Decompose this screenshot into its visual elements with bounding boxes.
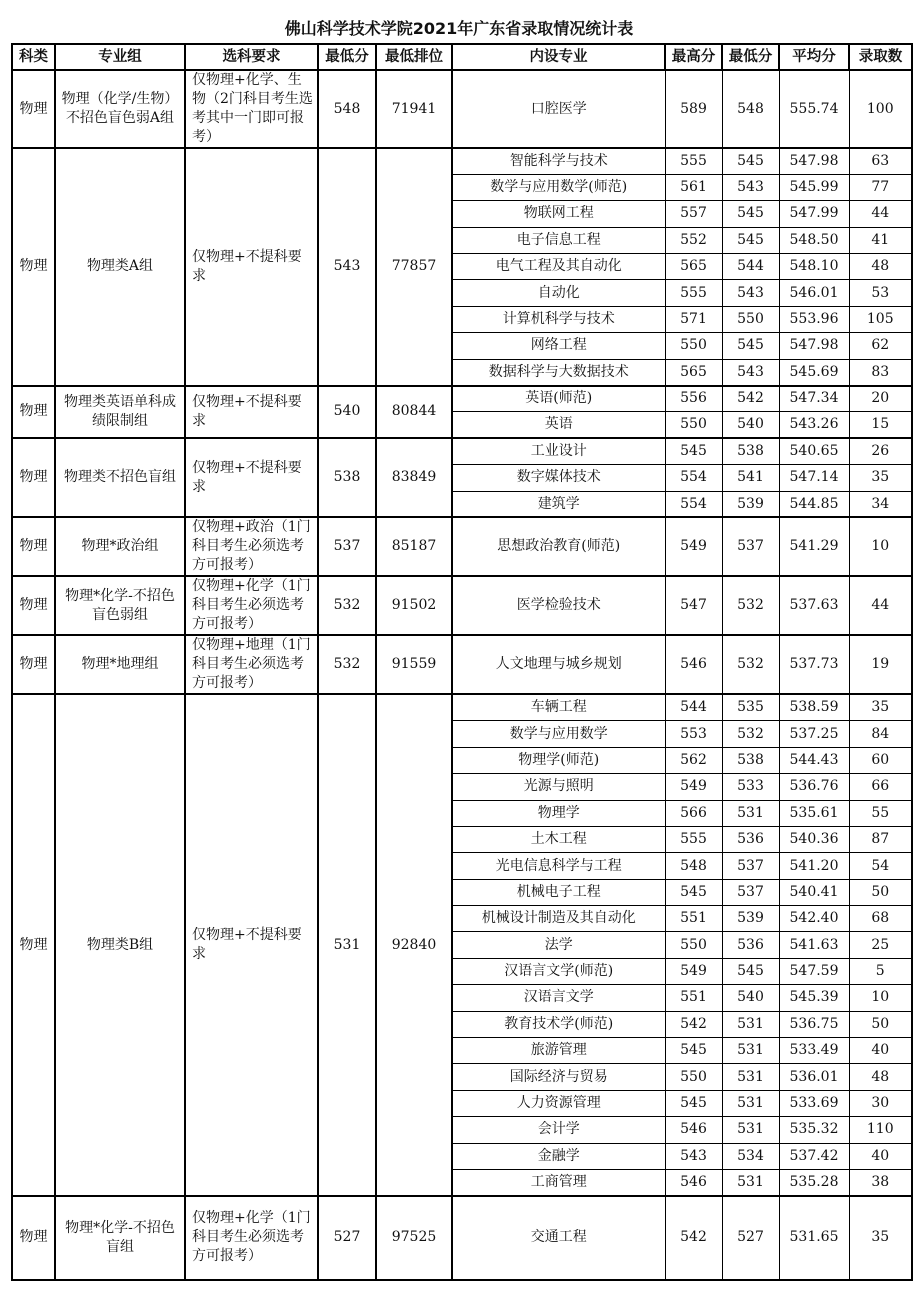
major-admit-count: 84	[849, 721, 912, 747]
major-avg-score: 533.69	[779, 1090, 849, 1116]
header-major: 内设专业	[452, 44, 665, 70]
major-name: 数学与应用数学	[452, 721, 665, 747]
major-admit-count: 110	[849, 1117, 912, 1143]
group-requirement: 仅物理+地理（1门科目考生必须选考方可报考）	[185, 635, 318, 694]
major-avg-score: 537.73	[779, 635, 849, 694]
major-admit-count: 63	[849, 148, 912, 174]
major-avg-score: 540.36	[779, 826, 849, 852]
header-row	[12, 44, 912, 70]
major-admit-count: 77	[849, 174, 912, 200]
major-min-score: 540	[722, 412, 779, 438]
group-requirement: 仅物理+化学（1门科目考生必须选考方可报考）	[185, 576, 318, 635]
group-category: 物理	[12, 386, 55, 439]
group-requirement: 仅物理+不提科要求	[185, 148, 318, 386]
major-min-score: 537	[722, 517, 779, 576]
major-max-score: 546	[665, 1170, 722, 1196]
major-name: 计算机科学与技术	[452, 306, 665, 332]
major-name: 数学与应用数学(师范)	[452, 174, 665, 200]
group-category: 物理	[12, 694, 55, 1195]
major-avg-score: 555.74	[779, 70, 849, 148]
group-category: 物理	[12, 635, 55, 694]
major-max-score: 546	[665, 635, 722, 694]
major-avg-score: 547.98	[779, 148, 849, 174]
table-row	[12, 576, 912, 635]
major-name: 物理学	[452, 800, 665, 826]
group-requirement: 仅物理+不提科要求	[185, 694, 318, 1195]
group-min-score: 532	[318, 635, 376, 694]
major-admit-count: 20	[849, 386, 912, 412]
major-name: 旅游管理	[452, 1038, 665, 1064]
group-requirement: 仅物理+不提科要求	[185, 386, 318, 439]
major-max-score: 547	[665, 576, 722, 635]
major-min-score: 538	[722, 438, 779, 464]
major-admit-count: 83	[849, 359, 912, 385]
header-group: 专业组	[55, 44, 185, 70]
major-min-score: 532	[722, 721, 779, 747]
major-admit-count: 100	[849, 70, 912, 148]
major-min-score: 534	[722, 1143, 779, 1169]
major-name: 口腔医学	[452, 70, 665, 148]
group-requirement: 仅物理+政治（1门科目考生必须选考方可报考）	[185, 517, 318, 576]
group-category: 物理	[12, 70, 55, 148]
major-max-score: 555	[665, 826, 722, 852]
major-avg-score: 541.20	[779, 853, 849, 879]
major-admit-count: 26	[849, 438, 912, 464]
major-max-score: 562	[665, 747, 722, 773]
major-name: 光电信息科学与工程	[452, 853, 665, 879]
major-max-score: 544	[665, 694, 722, 720]
major-max-score: 546	[665, 1117, 722, 1143]
major-min-score: 532	[722, 635, 779, 694]
group-min-rank: 97525	[376, 1196, 452, 1280]
group-name: 物理*政治组	[55, 517, 185, 576]
major-min-score: 550	[722, 306, 779, 332]
major-admit-count: 50	[849, 879, 912, 905]
major-max-score: 565	[665, 359, 722, 385]
major-max-score: 554	[665, 491, 722, 517]
major-avg-score: 540.41	[779, 879, 849, 905]
major-admit-count: 44	[849, 576, 912, 635]
group-min-score: 532	[318, 576, 376, 635]
group-name: 物理*地理组	[55, 635, 185, 694]
major-avg-score: 536.75	[779, 1011, 849, 1037]
major-admit-count: 66	[849, 774, 912, 800]
major-avg-score: 533.49	[779, 1038, 849, 1064]
major-min-score: 531	[722, 1038, 779, 1064]
major-name: 交通工程	[452, 1196, 665, 1280]
major-avg-score: 547.99	[779, 201, 849, 227]
major-min-score: 539	[722, 491, 779, 517]
major-admit-count: 19	[849, 635, 912, 694]
major-avg-score: 535.28	[779, 1170, 849, 1196]
header-category: 科类	[12, 44, 55, 70]
major-admit-count: 15	[849, 412, 912, 438]
major-admit-count: 38	[849, 1170, 912, 1196]
major-max-score: 550	[665, 333, 722, 359]
major-name: 自动化	[452, 280, 665, 306]
major-name: 电气工程及其自动化	[452, 254, 665, 280]
major-admit-count: 105	[849, 306, 912, 332]
group-min-rank: 91502	[376, 576, 452, 635]
major-name: 汉语言文学(师范)	[452, 958, 665, 984]
group-min-rank: 71941	[376, 70, 452, 148]
table-body	[12, 70, 912, 1280]
major-name: 医学检验技术	[452, 576, 665, 635]
major-max-score: 549	[665, 958, 722, 984]
major-avg-score: 535.32	[779, 1117, 849, 1143]
major-avg-score: 553.96	[779, 306, 849, 332]
major-avg-score: 540.65	[779, 438, 849, 464]
major-min-score: 545	[722, 333, 779, 359]
major-name: 英语(师范)	[452, 386, 665, 412]
major-avg-score: 537.42	[779, 1143, 849, 1169]
page-title: 佛山科学技术学院2021年广东省录取情况统计表	[284, 19, 634, 38]
major-min-score: 541	[722, 465, 779, 491]
major-avg-score: 537.63	[779, 576, 849, 635]
group-min-score: 531	[318, 694, 376, 1195]
group-name: 物理类英语单科成绩限制组	[55, 386, 185, 439]
table-row	[12, 694, 912, 720]
major-min-score: 539	[722, 906, 779, 932]
header-group-min-score: 最低分	[318, 44, 376, 70]
major-min-score: 543	[722, 359, 779, 385]
header-max-score: 最高分	[665, 44, 722, 70]
major-admit-count: 5	[849, 958, 912, 984]
major-avg-score: 545.39	[779, 985, 849, 1011]
major-avg-score: 545.69	[779, 359, 849, 385]
major-name: 工业设计	[452, 438, 665, 464]
major-avg-score: 536.01	[779, 1064, 849, 1090]
header-count: 录取数	[849, 44, 912, 70]
major-admit-count: 40	[849, 1038, 912, 1064]
major-name: 数字媒体技术	[452, 465, 665, 491]
major-min-score: 536	[722, 826, 779, 852]
major-admit-count: 48	[849, 1064, 912, 1090]
major-avg-score: 537.25	[779, 721, 849, 747]
header-avg-score: 平均分	[779, 44, 849, 70]
major-avg-score: 541.29	[779, 517, 849, 576]
major-max-score: 556	[665, 386, 722, 412]
major-max-score: 554	[665, 465, 722, 491]
major-max-score: 549	[665, 517, 722, 576]
major-max-score: 542	[665, 1196, 722, 1280]
major-max-score: 550	[665, 932, 722, 958]
major-admit-count: 68	[849, 906, 912, 932]
major-avg-score: 548.50	[779, 227, 849, 253]
group-min-rank: 83849	[376, 438, 452, 517]
major-min-score: 531	[722, 1064, 779, 1090]
group-name: 物理（化学/生物）不招色盲色弱A组	[55, 70, 185, 148]
major-max-score: 566	[665, 800, 722, 826]
major-min-score: 543	[722, 174, 779, 200]
major-name: 土木工程	[452, 826, 665, 852]
major-admit-count: 34	[849, 491, 912, 517]
major-max-score: 551	[665, 985, 722, 1011]
major-admit-count: 55	[849, 800, 912, 826]
major-name: 人文地理与城乡规划	[452, 635, 665, 694]
table-row	[12, 438, 912, 464]
major-min-score: 533	[722, 774, 779, 800]
group-min-score: 548	[318, 70, 376, 148]
major-max-score: 545	[665, 438, 722, 464]
major-avg-score: 548.10	[779, 254, 849, 280]
major-admit-count: 35	[849, 1196, 912, 1280]
group-min-score: 540	[318, 386, 376, 439]
group-min-score: 543	[318, 148, 376, 386]
major-max-score: 549	[665, 774, 722, 800]
major-admit-count: 87	[849, 826, 912, 852]
admission-table	[11, 43, 913, 1281]
group-min-rank: 85187	[376, 517, 452, 576]
major-min-score: 537	[722, 853, 779, 879]
major-min-score: 531	[722, 1170, 779, 1196]
major-max-score: 545	[665, 1090, 722, 1116]
major-avg-score: 547.98	[779, 333, 849, 359]
major-name: 人力资源管理	[452, 1090, 665, 1116]
major-min-score: 543	[722, 280, 779, 306]
major-name: 机械设计制造及其自动化	[452, 906, 665, 932]
major-avg-score: 541.63	[779, 932, 849, 958]
major-name: 会计学	[452, 1117, 665, 1143]
major-admit-count: 35	[849, 694, 912, 720]
group-min-rank: 77857	[376, 148, 452, 386]
major-admit-count: 10	[849, 985, 912, 1011]
group-requirement: 仅物理+化学（1门科目考生必须选考方可报考）	[185, 1196, 318, 1280]
group-min-score: 527	[318, 1196, 376, 1280]
major-name: 国际经济与贸易	[452, 1064, 665, 1090]
major-max-score: 545	[665, 879, 722, 905]
major-admit-count: 48	[849, 254, 912, 280]
table-row	[12, 1196, 912, 1280]
major-avg-score: 544.43	[779, 747, 849, 773]
major-name: 车辆工程	[452, 694, 665, 720]
group-category: 物理	[12, 1196, 55, 1280]
major-avg-score: 531.65	[779, 1196, 849, 1280]
major-avg-score: 547.34	[779, 386, 849, 412]
major-max-score: 543	[665, 1143, 722, 1169]
major-min-score: 542	[722, 386, 779, 412]
major-admit-count: 60	[849, 747, 912, 773]
major-admit-count: 40	[849, 1143, 912, 1169]
major-name: 网络工程	[452, 333, 665, 359]
major-min-score: 537	[722, 879, 779, 905]
group-category: 物理	[12, 438, 55, 517]
major-name: 教育技术学(师范)	[452, 1011, 665, 1037]
major-max-score: 571	[665, 306, 722, 332]
major-max-score: 565	[665, 254, 722, 280]
major-name: 法学	[452, 932, 665, 958]
table-row	[12, 386, 912, 412]
major-name: 数据科学与大数据技术	[452, 359, 665, 385]
major-avg-score: 547.14	[779, 465, 849, 491]
major-admit-count: 10	[849, 517, 912, 576]
major-max-score: 548	[665, 853, 722, 879]
major-max-score: 589	[665, 70, 722, 148]
group-min-rank: 92840	[376, 694, 452, 1195]
major-min-score: 531	[722, 1011, 779, 1037]
major-max-score: 553	[665, 721, 722, 747]
major-max-score: 555	[665, 148, 722, 174]
group-category: 物理	[12, 517, 55, 576]
table-row	[12, 70, 912, 148]
group-requirement: 仅物理+不提科要求	[185, 438, 318, 517]
group-min-score: 538	[318, 438, 376, 517]
major-min-score: 531	[722, 1117, 779, 1143]
major-min-score: 527	[722, 1196, 779, 1280]
major-avg-score: 546.01	[779, 280, 849, 306]
major-admit-count: 25	[849, 932, 912, 958]
major-max-score: 557	[665, 201, 722, 227]
major-min-score: 545	[722, 201, 779, 227]
group-category: 物理	[12, 576, 55, 635]
major-name: 物理学(师范)	[452, 747, 665, 773]
group-requirement: 仅物理+化学、生物（2门科目考生选考其中一门即可报考）	[185, 70, 318, 148]
major-max-score: 551	[665, 906, 722, 932]
major-admit-count: 41	[849, 227, 912, 253]
major-name: 建筑学	[452, 491, 665, 517]
major-name: 电子信息工程	[452, 227, 665, 253]
major-admit-count: 53	[849, 280, 912, 306]
table-row	[12, 635, 912, 694]
major-max-score: 555	[665, 280, 722, 306]
group-name: 物理类不招色盲组	[55, 438, 185, 517]
major-min-score: 548	[722, 70, 779, 148]
major-min-score: 545	[722, 958, 779, 984]
major-min-score: 545	[722, 227, 779, 253]
major-name: 物联网工程	[452, 201, 665, 227]
major-avg-score: 535.61	[779, 800, 849, 826]
group-min-score: 537	[318, 517, 376, 576]
header-requirement: 选科要求	[185, 44, 318, 70]
major-name: 汉语言文学	[452, 985, 665, 1011]
major-max-score: 550	[665, 412, 722, 438]
major-avg-score: 544.85	[779, 491, 849, 517]
major-avg-score: 536.76	[779, 774, 849, 800]
header-min-rank: 最低排位	[376, 44, 452, 70]
major-admit-count: 30	[849, 1090, 912, 1116]
major-min-score: 544	[722, 254, 779, 280]
major-min-score: 531	[722, 1090, 779, 1116]
major-min-score: 540	[722, 985, 779, 1011]
major-name: 智能科学与技术	[452, 148, 665, 174]
group-name: 物理类B组	[55, 694, 185, 1195]
major-min-score: 532	[722, 576, 779, 635]
major-name: 光源与照明	[452, 774, 665, 800]
major-min-score: 536	[722, 932, 779, 958]
table-row	[12, 517, 912, 576]
major-min-score: 545	[722, 148, 779, 174]
major-avg-score: 543.26	[779, 412, 849, 438]
major-admit-count: 44	[849, 201, 912, 227]
major-admit-count: 50	[849, 1011, 912, 1037]
major-name: 工商管理	[452, 1170, 665, 1196]
major-name: 金融学	[452, 1143, 665, 1169]
group-min-rank: 91559	[376, 635, 452, 694]
major-avg-score: 538.59	[779, 694, 849, 720]
major-max-score: 552	[665, 227, 722, 253]
group-name: 物理*化学-不招色盲色弱组	[55, 576, 185, 635]
group-min-rank: 80844	[376, 386, 452, 439]
major-admit-count: 35	[849, 465, 912, 491]
major-min-score: 535	[722, 694, 779, 720]
major-admit-count: 62	[849, 333, 912, 359]
major-name: 英语	[452, 412, 665, 438]
major-avg-score: 547.59	[779, 958, 849, 984]
major-admit-count: 54	[849, 853, 912, 879]
major-min-score: 538	[722, 747, 779, 773]
header-min-score: 最低分	[722, 44, 779, 70]
major-max-score: 561	[665, 174, 722, 200]
major-name: 思想政治教育(师范)	[452, 517, 665, 576]
major-max-score: 550	[665, 1064, 722, 1090]
major-avg-score: 545.99	[779, 174, 849, 200]
group-category: 物理	[12, 148, 55, 386]
major-max-score: 545	[665, 1038, 722, 1064]
major-avg-score: 542.40	[779, 906, 849, 932]
major-max-score: 542	[665, 1011, 722, 1037]
table-row	[12, 148, 912, 174]
group-name: 物理类A组	[55, 148, 185, 386]
major-min-score: 531	[722, 800, 779, 826]
group-name: 物理*化学-不招色盲组	[55, 1196, 185, 1280]
major-name: 机械电子工程	[452, 879, 665, 905]
